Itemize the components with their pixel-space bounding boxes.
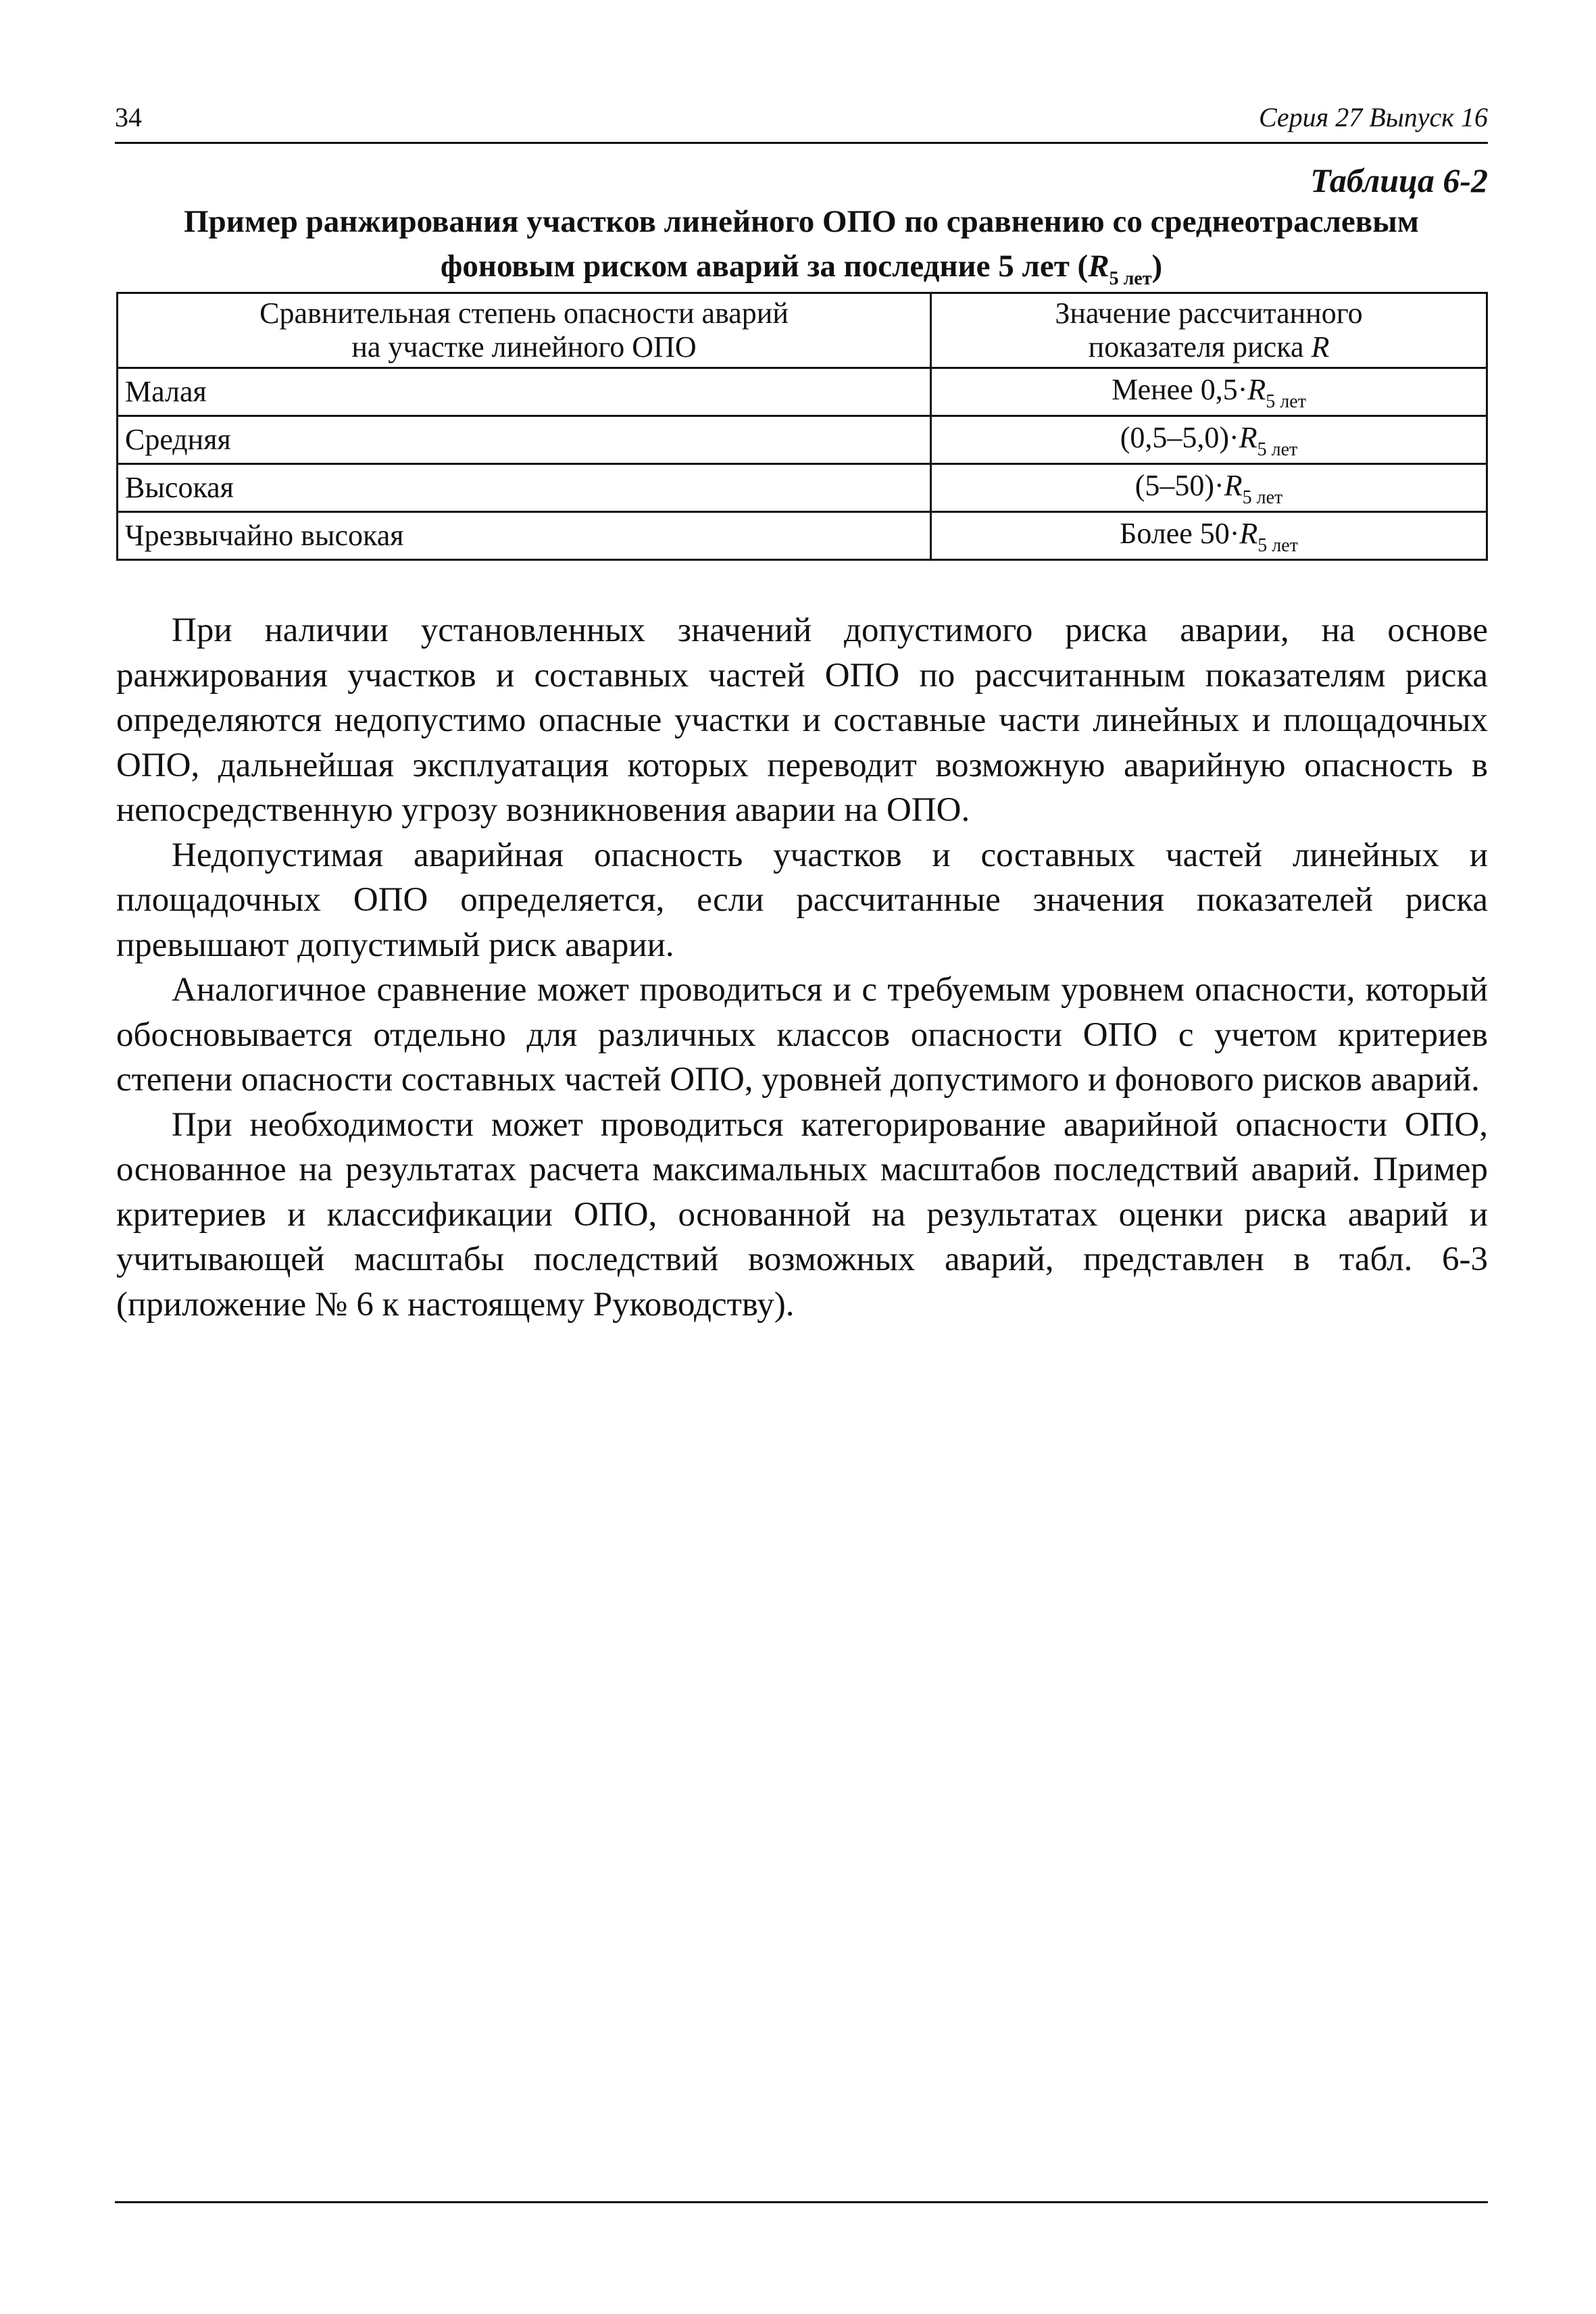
series-label: Серия 27 Выпуск 16 [1258,102,1488,132]
value-subscript: 5 лет [1257,439,1298,460]
degree-cell: Средняя [118,416,931,464]
header-value-line-2 [939,330,1479,364]
table-title [115,199,1488,293]
paragraph: При наличии установленных значений допустимого риска аварии, на основе ранжирования участков и составных частей ОПО по рассчитанным показателям риска определяются недопустимо опасные участки и составные части линейных и площадочных ОПО, дальнейшая эксплуатация которых переводит возможную аварийную опасность в непосредственную угрозу возникновения аварии на ОПО. [116,611,1488,829]
running-header [115,101,1488,144]
value-subscript: 5 лет [1266,391,1306,412]
value-symbol: R [1247,373,1266,406]
risk-ranking-table [116,292,1488,561]
page-number: 34 [115,102,142,132]
value-cell [931,416,1487,464]
footer-rule [115,2201,1488,2203]
paragraph: Аналогичное сравнение может проводиться и с требуемым уровнем опасности, который обосновывается отдельно для различных классов опасности ОПО с учетом критериев степени опасности составных частей ОПО, уровней допустимого и фонового рисков аварий. [116,971,1488,1099]
value-symbol: R [1239,517,1258,550]
table-row [118,512,1487,560]
paragraph: Недопустимая аварийная опасность участков и составных частей линейных и площадочных ОПО определяется, если рассчитанные значения показателей риска превышают допустимый риск аварии. [116,836,1488,964]
table-header-row [118,293,1487,368]
header-value-symbol: R [1311,330,1330,363]
value-cell [931,368,1487,416]
value-prefix: (5–50)· [1134,469,1224,502]
table-number: Таблица 6-2 [1310,161,1488,199]
header-degree-line-2: на участке линейного ОПО [351,330,697,363]
value-cell [931,464,1487,512]
table-title-subscript: 5 лет [1109,268,1152,289]
value-cell [931,512,1487,560]
table-row [118,464,1487,512]
value-symbol: R [1239,421,1257,454]
table-row [118,416,1487,464]
table-title-line-2 [115,244,1488,293]
paragraph: При необходимости может проводиться категорирование аварийной опасности ОПО, основанное на результатах расчета максимальных масштабов последствий аварий. Пример критериев и классификации ОПО, основанной на результатах оценки риска аварий и учитывающей масштабы последствий возможных аварий, представлен в табл. 6-3 (приложение № 6 к настоящему Руководству). [116,1105,1488,1324]
header-value-text: показателя риска [1088,330,1304,363]
body-text [116,608,1488,1327]
degree-cell: Чрезвычайно высокая [118,512,931,560]
degree-cell: Малая [118,368,931,416]
value-subscript: 5 лет [1242,487,1283,508]
table-title-close: ) [1151,249,1163,284]
value-symbol: R [1224,469,1243,502]
value-prefix: Более 50· [1120,517,1240,550]
value-subscript: 5 лет [1257,535,1298,556]
table-title-line-1: Пример ранжирования участков линейного ОПО по сравнению со среднеотраслевым [184,204,1419,239]
header-degree [118,293,931,368]
header-degree-line-1: Сравнительная степень опасности аварий [259,297,789,330]
header-value-line-1: Значение рассчитанного [1055,297,1363,330]
table-title-symbol: R [1088,249,1109,284]
table-title-text: фоновым риском аварий за последние 5 лет ( [440,249,1089,284]
value-prefix: (0,5–5,0)· [1120,421,1239,454]
table-row [118,368,1487,416]
degree-cell: Высокая [118,464,931,512]
header-value [931,293,1487,368]
value-prefix: Менее 0,5· [1112,373,1248,406]
